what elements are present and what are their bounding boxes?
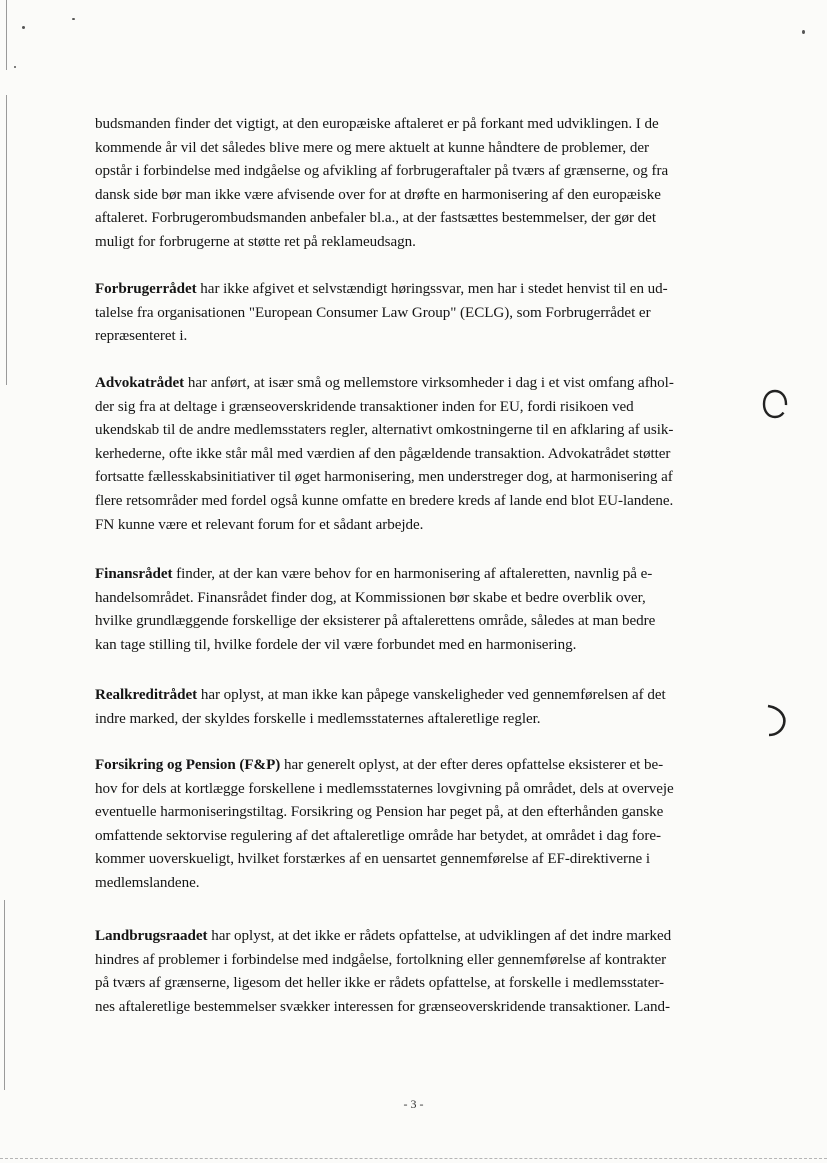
punch-hole-icon (760, 388, 790, 420)
text-line (95, 443, 674, 467)
line-text: repræsenteret i. (95, 328, 188, 345)
text-line (95, 160, 668, 184)
line-text: har oplyst, at man ikke kan påpege vanskeligheder ved gennemførelsen af det (197, 687, 666, 703)
scan-speck (22, 26, 25, 29)
text-line (95, 972, 671, 996)
line-text: der sig fra at deltage i grænseoverskridende transaktioner inden for EU, fordi risikoen ved (95, 398, 634, 415)
paragraph-lead: Advokatrådet (95, 375, 185, 391)
line-text: flere retsområder med fordel også kunne omfatte en bredere kreds af lande end blot EU-landene. (95, 492, 674, 509)
paragraph (95, 754, 674, 896)
text-line (95, 372, 674, 396)
left-margin-line (6, 0, 7, 70)
text-line (95, 634, 655, 658)
text-line (95, 949, 671, 973)
line-text: eventuelle harmoniseringstiltag. Forsikring og Pension har peget på, at den efterhånden ganske (95, 804, 664, 821)
text-line (95, 825, 674, 849)
paragraph-lead: Forbrugerrådet (95, 281, 197, 297)
line-text: har ikke afgivet et selvstændigt høringssvar, men har i stedet henvist til en ud- (196, 281, 668, 297)
paragraph-lead: Forsikring og Pension (F&P) (95, 757, 281, 773)
line-text: aftaleret. Forbrugerombudsmanden anbefaler bl.a., at der fastsættes bestemmelser, der gør det (95, 210, 656, 227)
line-text: omfattende sektorvise regulering af det aftaleretlige område har betydet, at området i dag fore- (95, 827, 661, 844)
line-text: hindres af problemer i forbindelse med indgåelse, fortolkning eller gennemførelse af kontrakter (95, 951, 667, 968)
paragraph (95, 925, 671, 1019)
paragraph (95, 278, 668, 349)
text-line (95, 778, 674, 802)
scan-speck (802, 30, 805, 34)
text-line (95, 325, 668, 349)
text-line (95, 207, 668, 231)
scan-speck (14, 66, 16, 68)
line-text: ukendskab til de andre medlemsstaters regler, alternativt omkostningerne til en afklaring af usik- (95, 422, 674, 439)
paragraph-lead: Finansrådet (95, 566, 173, 582)
line-text: budsmanden finder det vigtigt, at den europæiske aftaleret er på forkant med udviklingen. I de (95, 116, 659, 132)
text-line (95, 563, 655, 587)
line-text: kommende år vil det således blive mere og mere aktuelt at kunne håndtere de problemer, der (95, 139, 649, 156)
text-line (95, 113, 668, 137)
line-text: finder, at der kan være behov for en harmonisering af aftaleretten, navnlig på e- (172, 566, 653, 582)
line-text: dansk side bør man ikke være afvisende over for at drøfte en harmonisering af den europæiske (95, 186, 661, 203)
line-text: muligt for forbrugerne at støtte ret på reklameudsagn. (95, 233, 416, 250)
text-line (95, 848, 674, 872)
paragraph (95, 113, 668, 255)
text-line (95, 587, 655, 611)
text-line (95, 302, 668, 326)
line-text: har generelt oplyst, at der efter deres opfattelse eksisterer et be- (280, 757, 664, 773)
paragraph (95, 563, 655, 657)
line-text: kerhederne, ofte ikke står mål med værdien af den pågældende transaktion. Advokatrådet støtter (95, 445, 671, 462)
line-text: har anført, at især små og mellemstore virksomheder i dag i et vist omfang afhol- (184, 375, 674, 391)
text-line (95, 801, 674, 825)
text-line (95, 514, 674, 538)
line-text: indre marked, der skyldes forskelle i medlemsstaternes aftaleretlige regler. (95, 710, 541, 727)
text-line (95, 925, 671, 949)
left-margin-line (6, 95, 7, 385)
line-text: medlemslandene. (95, 874, 200, 891)
text-line (95, 278, 668, 302)
line-text: nes aftaleretlige bestemmelser svækker interessen for grænseoverskridende transaktioner. Land- (95, 998, 670, 1015)
punch-hole-icon (760, 700, 790, 740)
line-text: handelsområdet. Finansrådet finder dog, at Kommissionen bør skabe et bedre overblik over, (95, 589, 646, 606)
text-line (95, 754, 674, 778)
line-text: FN kunne være et relevant forum for et sådant arbejde. (95, 516, 424, 533)
page-bottom-edge (0, 1158, 827, 1159)
text-line (95, 872, 674, 896)
text-line (95, 708, 666, 732)
page-number: - 3 - (403, 1097, 424, 1111)
paragraph-lead: Landbrugsraadet (95, 928, 208, 944)
text-line (95, 184, 668, 208)
text-line (95, 684, 666, 708)
line-text: kan tage stilling til, hvilke fordele der vil være forbundet med en harmonisering. (95, 636, 577, 653)
left-margin-line (4, 900, 5, 1090)
paragraph (95, 372, 674, 537)
text-line (95, 396, 674, 420)
text-line (95, 610, 655, 634)
line-text: har oplyst, at det ikke er rådets opfattelse, at udviklingen af det indre marked (207, 928, 672, 944)
text-line (95, 996, 671, 1020)
text-line (95, 466, 674, 490)
line-text: på tværs af grænserne, ligesom det heller ikke er rådets opfattelse, at forskelle i medlemsstater- (95, 975, 665, 992)
text-line (95, 137, 668, 161)
paragraph (95, 684, 666, 731)
paragraph-lead: Realkreditrådet (95, 687, 198, 703)
line-text: opstår i forbindelse med indgåelse og afvikling af forbrugeraftaler på tværs af grænserne, og fra (95, 163, 669, 180)
line-text: talelse fra organisationen "European Consumer Law Group" (ECLG), som Forbrugerrådet er (95, 304, 651, 321)
line-text: fortsatte fællesskabsinitiativer til øget harmonisering, men understreger dog, at harmonisering af (95, 469, 673, 486)
text-line (95, 419, 674, 443)
body-text (95, 0, 747, 1163)
text-line (95, 490, 674, 514)
line-text: hvilke grundlæggende forskellige der eksisterer på aftalerettens område, således at man bedre (95, 613, 656, 630)
line-text: kommer uoverskueligt, hvilket forstærkes af en uensartet gennemførelse af EF-direktiverne i (95, 851, 650, 868)
text-line (95, 231, 668, 255)
scan-speck (72, 18, 75, 20)
line-text: hov for dels at kortlægge forskellene i medlemsstaternes lovgivning på området, dels at overveje (95, 780, 674, 797)
